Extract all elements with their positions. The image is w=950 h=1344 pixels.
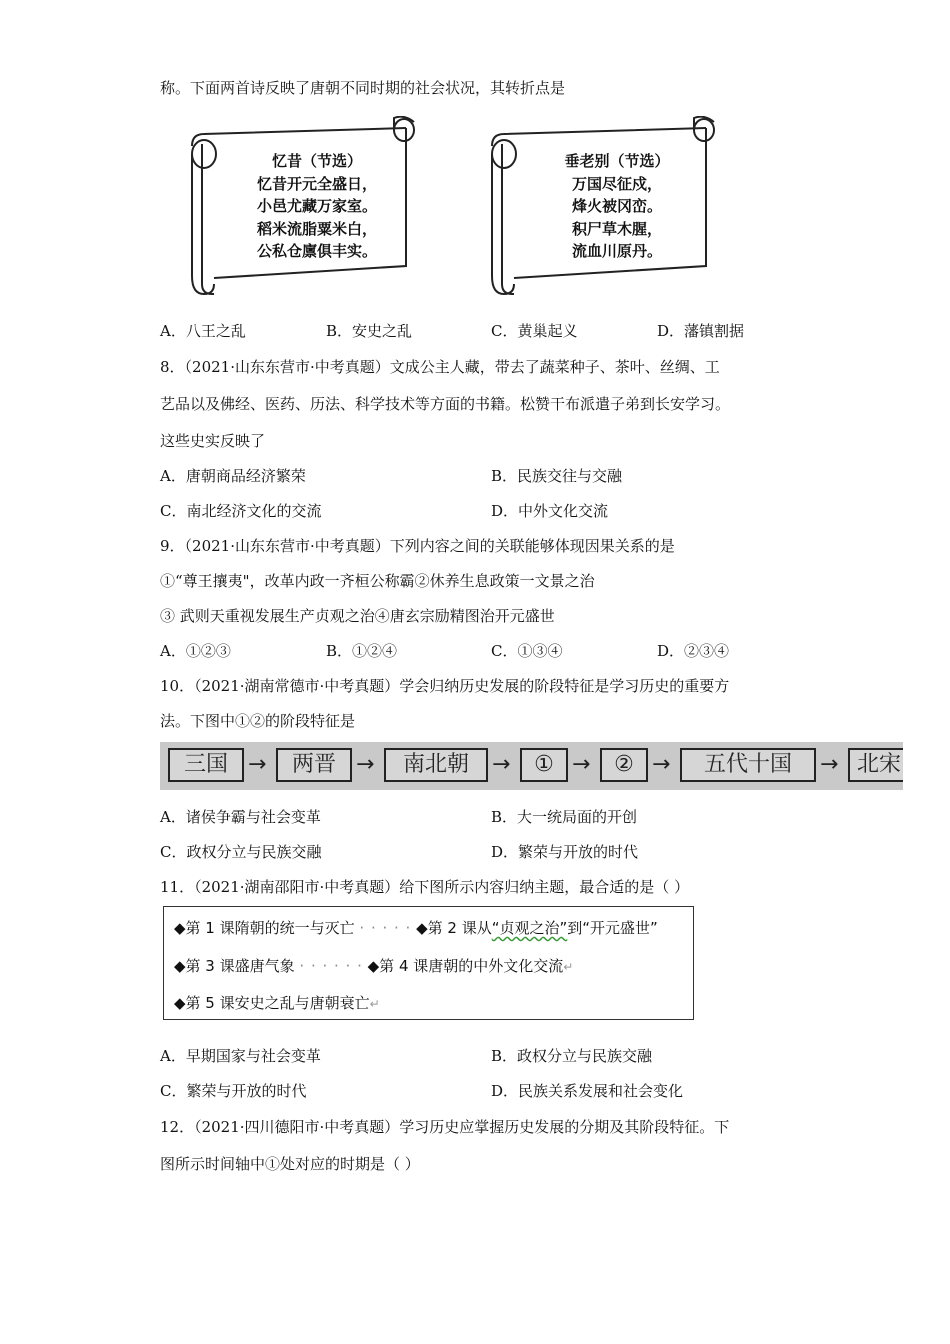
poem-line: 流血川原丹。 [571,242,662,260]
question-intro: 称。下面两首诗反映了唐朝不同时期的社会状况，其转折点是 [160,79,566,97]
q8-stem-line-1: 8．（2021·山东东营市·中考真题）文成公主人藏，带去了蔬菜种子、茶叶、丝绸、工 [160,358,720,376]
q8-option-d[interactable]: D．中外文化交流 [491,502,609,520]
q12-stem-line-1: 12．（2021·四川德阳市·中考真题）学习历史应掌握历史发展的分期及其阶段特征。下 [160,1118,730,1136]
q9-option-a[interactable]: A．①②③ [160,642,231,660]
poem-title: 忆昔（节选） [271,152,362,170]
chapter-4: ◆第 4 课唐朝的中外文化交流 [367,957,564,975]
q9-stem-line-1: 9．（2021·山东东营市·中考真题）下列内容之间的关联能够体现因果关系的是 [160,537,675,555]
poem-line: 公私仓廪俱丰实。 [256,242,377,260]
q10-stem-line-2: 法。下图中①②的阶段特征是 [160,712,356,730]
dot-leader: · · · · · [359,919,412,937]
paragraph-mark-icon: ↵ [563,960,574,974]
q9-option-d[interactable]: D．②③④ [657,642,730,660]
q8-stem-line-2: 艺品以及佛经、医药、历法、科学技术等方面的书籍。松赞干布派遣子弟到长安学习。 [160,395,731,413]
q9-stem-line-3: ③ 武则天重视发展生产贞观之治④唐玄宗励精图治开元盛世 [160,607,555,625]
q7-option-b[interactable]: B．安史之乱 [326,322,413,340]
q10-option-c[interactable]: C．政权分立与民族交融 [160,843,322,861]
arrow-right-icon: → [356,752,375,777]
q8-stem-line-3: 这些史实反映了 [160,432,266,450]
q8-option-b[interactable]: B．民族交往与交融 [491,467,623,485]
poem-line: 万国尽征戍， [571,174,662,193]
arrow-right-icon: → [572,752,591,777]
q9-option-b[interactable]: B．①②④ [326,642,398,660]
q10-stem-line-1: 10．（2021·湖南常德市·中考真题）学会归纳历史发展的阶段特征是学习历史的重要方 [160,677,730,695]
poem-title: 垂老别（节选） [564,152,670,170]
q10-option-d[interactable]: D．繁荣与开放的时代 [491,843,639,861]
q11-option-b[interactable]: B．政权分立与民族交融 [491,1047,653,1065]
timeline-box: ① [520,748,568,782]
arrow-right-icon: → [248,752,267,777]
poem-line: 小邑尤藏万家室。 [256,197,377,215]
q8-option-c[interactable]: C．南北经济文化的交流 [160,502,322,520]
q12-stem-line-2: 图所示时间轴中①处对应的时期是（ ） [160,1155,420,1173]
chapter-row-3 [174,993,380,1014]
poem-line: 烽火被冈峦。 [571,197,662,215]
poem-line: 积尸草木腥， [571,219,662,238]
timeline-box: ② [600,748,648,782]
timeline-box: 南北朝 [384,748,488,782]
q9-option-c[interactable]: C．①③④ [491,642,563,660]
chapter-row-2 [174,956,573,977]
chapter-1: ◆第 1 课隋朝的统一与灭亡 [174,919,355,937]
arrow-right-icon: → [820,752,839,777]
poem-line: 稻米流脂粟米白， [256,219,377,238]
paragraph-mark-icon: ↵ [369,997,380,1011]
chapter-2-highlight: “贞观之治” [491,919,568,937]
chapter-row-1 [174,918,658,938]
q10-option-a[interactable]: A．诸侯争霸与社会变革 [160,808,321,826]
q11-option-c[interactable]: C．繁荣与开放的时代 [160,1082,307,1100]
chapter-2-suffix: 到“开元盛世” [567,919,658,937]
dynasty-timeline [160,742,903,790]
q7-option-a[interactable]: A．八王之乱 [160,322,246,340]
arrow-right-icon: → [652,752,671,777]
poem-scroll-2 [474,116,719,296]
q8-option-a[interactable]: A．唐朝商品经济繁荣 [160,467,306,485]
q11-option-d[interactable]: D．民族关系发展和社会变化 [491,1082,684,1100]
poem-scroll-1 [174,116,419,296]
q7-option-d[interactable]: D．藩镇割据 [657,322,745,340]
timeline-box: 北宋 [848,748,903,782]
chapter-list-box [163,906,694,1020]
timeline-box: 三国 [168,748,244,782]
q10-option-b[interactable]: B．大一统局面的开创 [491,808,638,826]
poem-text-2 [532,150,702,263]
timeline-box: 五代十国 [680,748,816,782]
q9-stem-line-2: ①“尊王攘夷"，改革内政一齐桓公称霸②休养生息政策一文景之治 [160,572,595,590]
chapter-2-prefix: ◆第 2 课从 [416,919,492,937]
poem-line: 忆昔开元全盛日， [256,174,377,193]
dot-leader: · · · · · · [299,957,363,975]
chapter-3: ◆第 3 课盛唐气象 [174,957,295,975]
q7-option-c[interactable]: C．黄巢起义 [491,322,578,340]
arrow-right-icon: → [492,752,511,777]
q11-stem-line: 11．（2021·湖南邵阳市·中考真题）给下图所示内容归纳主题，最合适的是（ ） [160,878,690,896]
timeline-box: 两晋 [276,748,352,782]
q11-option-a[interactable]: A．早期国家与社会变革 [160,1047,321,1065]
poem-text-1 [232,150,402,263]
chapter-5: ◆第 5 课安史之乱与唐朝衰亡 [174,994,370,1012]
